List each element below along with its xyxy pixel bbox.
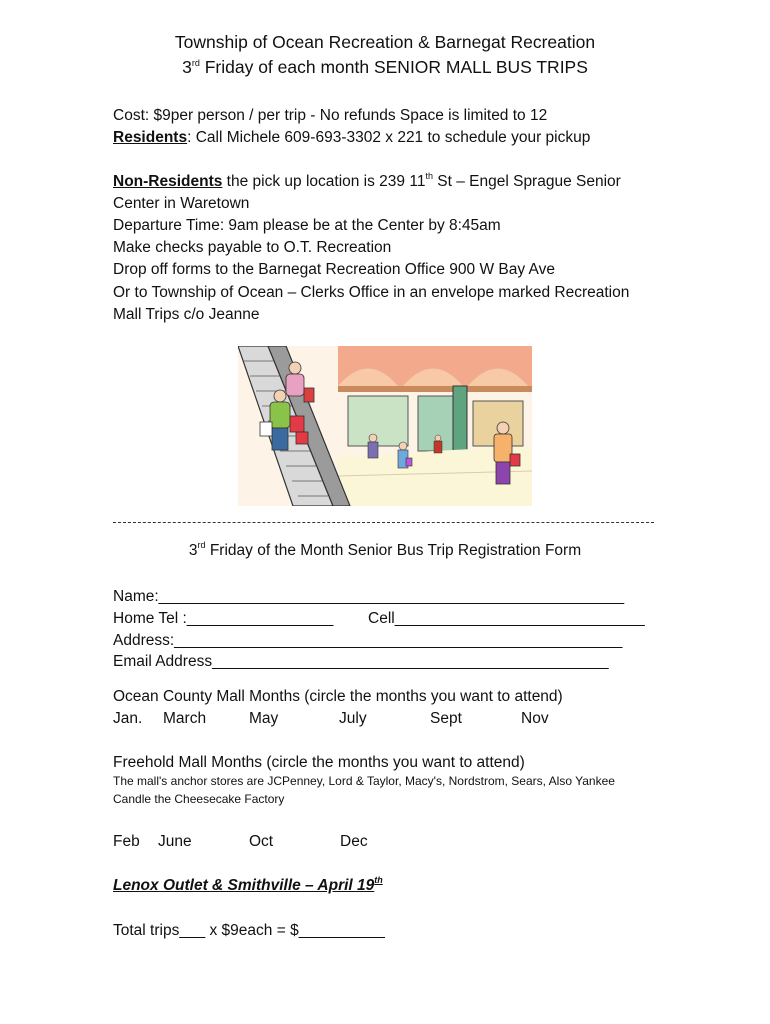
- departure-line: Departure Time: 9am please be at the Center by 8:45am: [113, 217, 501, 234]
- form-title-ordinal-suffix: rd: [197, 540, 206, 550]
- freehold-month-oct[interactable]: Oct: [249, 833, 274, 850]
- title-ordinal: 3: [182, 57, 192, 77]
- freehold-month-feb[interactable]: Feb: [113, 833, 140, 850]
- form-title-rest: Friday of the Month Senior Bus Trip Registration Form: [205, 542, 582, 559]
- form-title-ordinal: 3: [188, 542, 198, 559]
- residents-text: : Call Michele 609-693-3302 x 221 to schedule your pickup: [187, 129, 591, 146]
- lenox-text: Lenox Outlet & Smithville – April 19: [113, 877, 375, 894]
- address-field[interactable]: Address:____________________________________________________: [113, 632, 623, 649]
- form-title: [0, 541, 770, 561]
- flyer-title-line1: [0, 30, 770, 54]
- flyer-title-line2: [0, 55, 770, 79]
- mall-escalator-shoppers-illustration: [238, 346, 532, 506]
- total-trips-field[interactable]: Total trips___ x $9each = $__________: [113, 922, 385, 939]
- freehold-note-line1: The mall's anchor stores are JCPenney, Lord & Taylor, Macy's, Nordstrom, Sears, Also Yankee: [113, 774, 615, 788]
- title-ordinal-suffix: rd: [191, 58, 200, 68]
- ocean-month-july[interactable]: July: [339, 710, 367, 727]
- nonresidents-label: Non-Residents: [113, 173, 223, 190]
- township-line: Or to Township of Ocean – Clerks Office in an envelope marked Recreation: [113, 284, 630, 301]
- dropoff-line: Drop off forms to the Barnegat Recreation Office 900 W Bay Ave: [113, 261, 555, 278]
- email-field[interactable]: Email Address______________________________________________: [113, 653, 609, 670]
- cut-line-divider: [113, 522, 654, 523]
- ocean-month-jan[interactable]: Jan.: [113, 710, 143, 727]
- lenox-smithville-line: [113, 876, 383, 896]
- lenox-sup: th: [374, 875, 383, 885]
- nonresidents-line: [113, 172, 621, 192]
- residents-line: [113, 128, 590, 148]
- freehold-mall-heading: Freehold Mall Months (circle the months you want to attend): [113, 754, 525, 771]
- cell-field[interactable]: Cell_____________________________: [368, 610, 645, 627]
- title-text: Township of Ocean Recreation & Barnegat Recreation: [174, 32, 596, 52]
- title-rest: Friday of each month SENIOR MALL BUS TRIPS: [199, 57, 588, 77]
- freehold-month-dec[interactable]: Dec: [340, 833, 368, 850]
- residents-label: Residents: [113, 129, 188, 146]
- home-tel-field[interactable]: Home Tel :_________________: [113, 610, 334, 627]
- freehold-note-line2: Candle the Cheesecake Factory: [113, 792, 285, 806]
- name-field[interactable]: Name:______________________________________________________: [113, 588, 625, 605]
- nonresidents-text-b: St – Engel Sprague Senior: [432, 173, 621, 190]
- ocean-month-may[interactable]: May: [249, 710, 279, 727]
- ocean-month-march[interactable]: March: [163, 710, 207, 727]
- ocean-month-nov[interactable]: Nov: [521, 710, 549, 727]
- ocean-month-sept[interactable]: Sept: [430, 710, 462, 727]
- checks-line: Make checks payable to O.T. Recreation: [113, 239, 392, 256]
- nonresidents-line2: Center in Waretown: [113, 195, 250, 212]
- ocean-mall-heading: Ocean County Mall Months (circle the months you want to attend): [113, 688, 563, 705]
- cost-line: Cost: $9per person / per trip - No refunds Space is limited to 12: [113, 107, 548, 124]
- nonresidents-text-a: the pick up location is 239 11: [222, 173, 426, 190]
- nonresidents-sup: th: [425, 171, 433, 181]
- freehold-month-june[interactable]: June: [158, 833, 192, 850]
- mall-trips-line: Mall Trips c/o Jeanne: [113, 306, 260, 323]
